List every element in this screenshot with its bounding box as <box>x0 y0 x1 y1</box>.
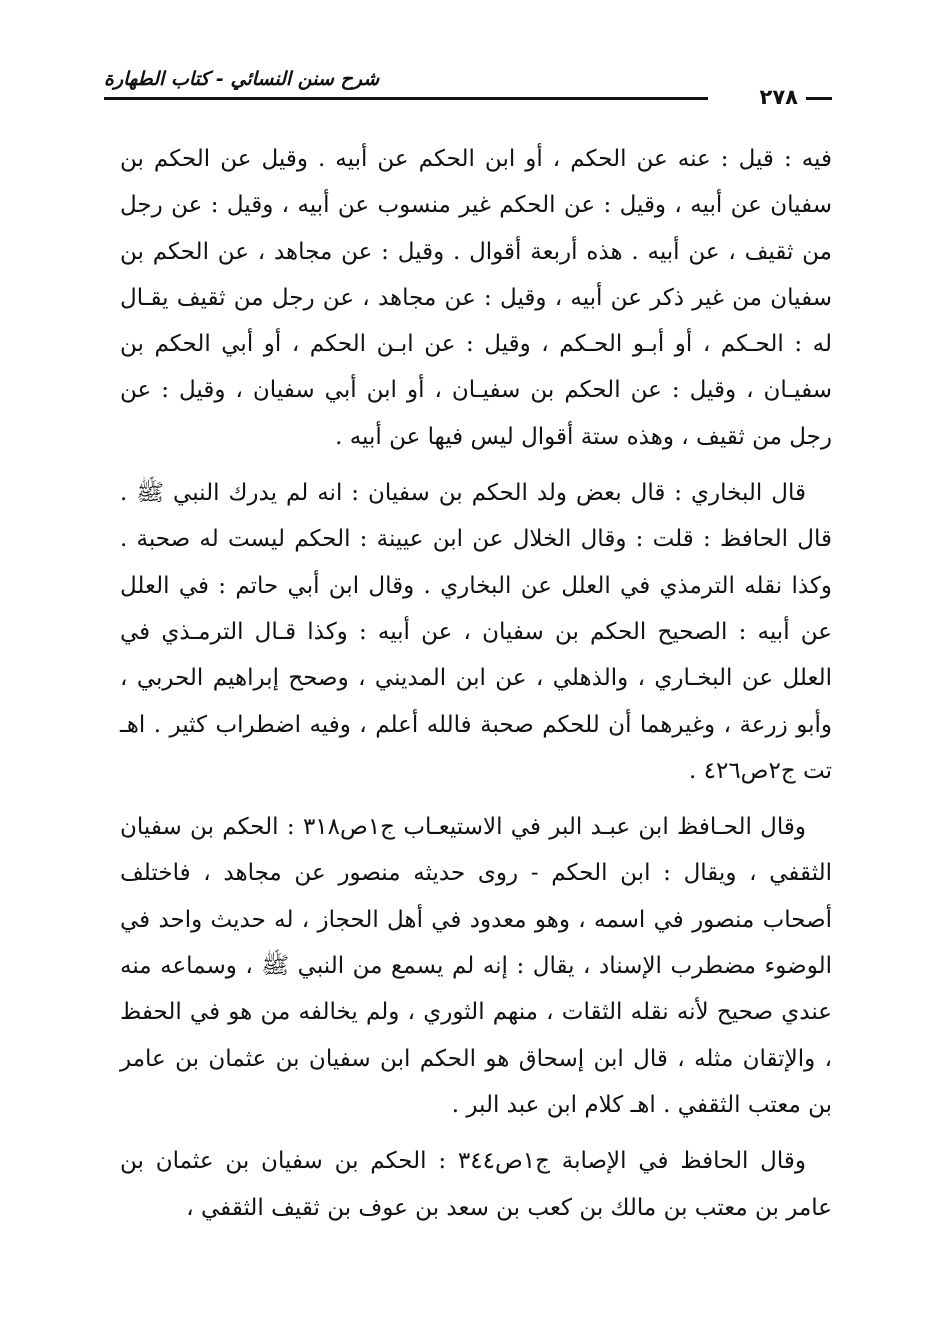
running-head <box>104 62 832 122</box>
book-title: شرح سنن النسائي - كتاب الطهارة <box>104 68 380 90</box>
body-text <box>120 136 832 1241</box>
header-rule <box>104 97 708 100</box>
paragraph: فيه : قيل : عنه عن الحكم ، أو ابن الحكم عن أبيه . وقيل عن الحكم بن سفيان عن أبيه ، وقيل : عن الحكم غير منسوب عن أبيه ، وقيل : عن رجل من ثقيف ، عن أبيه . هذه أربعة أقوال . وقيل : عن مجاهد ، عن الحكم بن سفيان من غير ذكر عن أبيه ، وقيل : عن مجاهد ، عن رجل من ثقيف يقـال له : الحـكم ، أو أبـو الحـكم ، وقيل : عن ابـن الحكم ، أو أبي الحكم بن سفيـان ، وقيل : عن الحكم بن سفيـان ، أو ابن أبي سفيان ، وقيل : عن رجل من ثقيف ، وهذه ستة أقوال ليس فيها عن أبيه . <box>120 146 832 450</box>
page-number-rule <box>806 97 832 100</box>
paragraph: قال البخاري : قال بعض ولد الحكم بن سفيان : انه لم يدرك النبي ﷺ . قال الحافظ : قلت : وقال الخلال عن ابن عيينة : الحكم ليست له صحبة . وكذا نقله الترمذي في العلل عن البخاري . وقال ابن أبي حاتم : في العلل عن أبيه : الصحيح الحكم بن سفيان ، عن أبيه : وكذا قـال الترمـذي في العلل عن البخـاري ، والذهلي ، عن ابن المديني ، وصحح إبراهيم الحربي ، وأبو زرعة ، وغيرهما أن للحكم صحبة فالله أعلم ، وفيه اضطراب كثير . اهـ تت ج٢ص٤٢٦ . <box>120 480 832 784</box>
paragraph: وقال الحـافظ ابن عبـد البر في الاستيعـاب ج١ص٣١٨ : الحكم بن سفيان الثقفي ، ويقال : ابن الحكم - روى حديثه منصور عن مجاهد ، فاختلف أصحاب منصور في اسمه ، وهو معدود في أهل الحجاز ، له حديث واحد في الوضوء مضطرب الإسناد ، يقال : إنه لم يسمع من النبي ﷺ ، وسماعه منه عندي صحيح لأنه نقله الثقات ، منهم الثوري ، ولم يخالفه من هو في الحفظ ، والإتقان مثله ، قال ابن إسحاق هو الحكم ابن سفيان بن عثمان بن عامر بن معتب الثقفي . اهـ كلام ابن عبد البر . <box>120 814 832 1118</box>
paragraph: وقال الحافظ في الإصابة ج١ص٣٤٤ : الحكم بن سفيان بن عثمان بن عامر بن معتب بن مالك بن كعب بن سعد بن عوف بن ثقيف الثقفي ، <box>120 1148 832 1221</box>
page-number: ٢٧٨ <box>759 85 798 109</box>
